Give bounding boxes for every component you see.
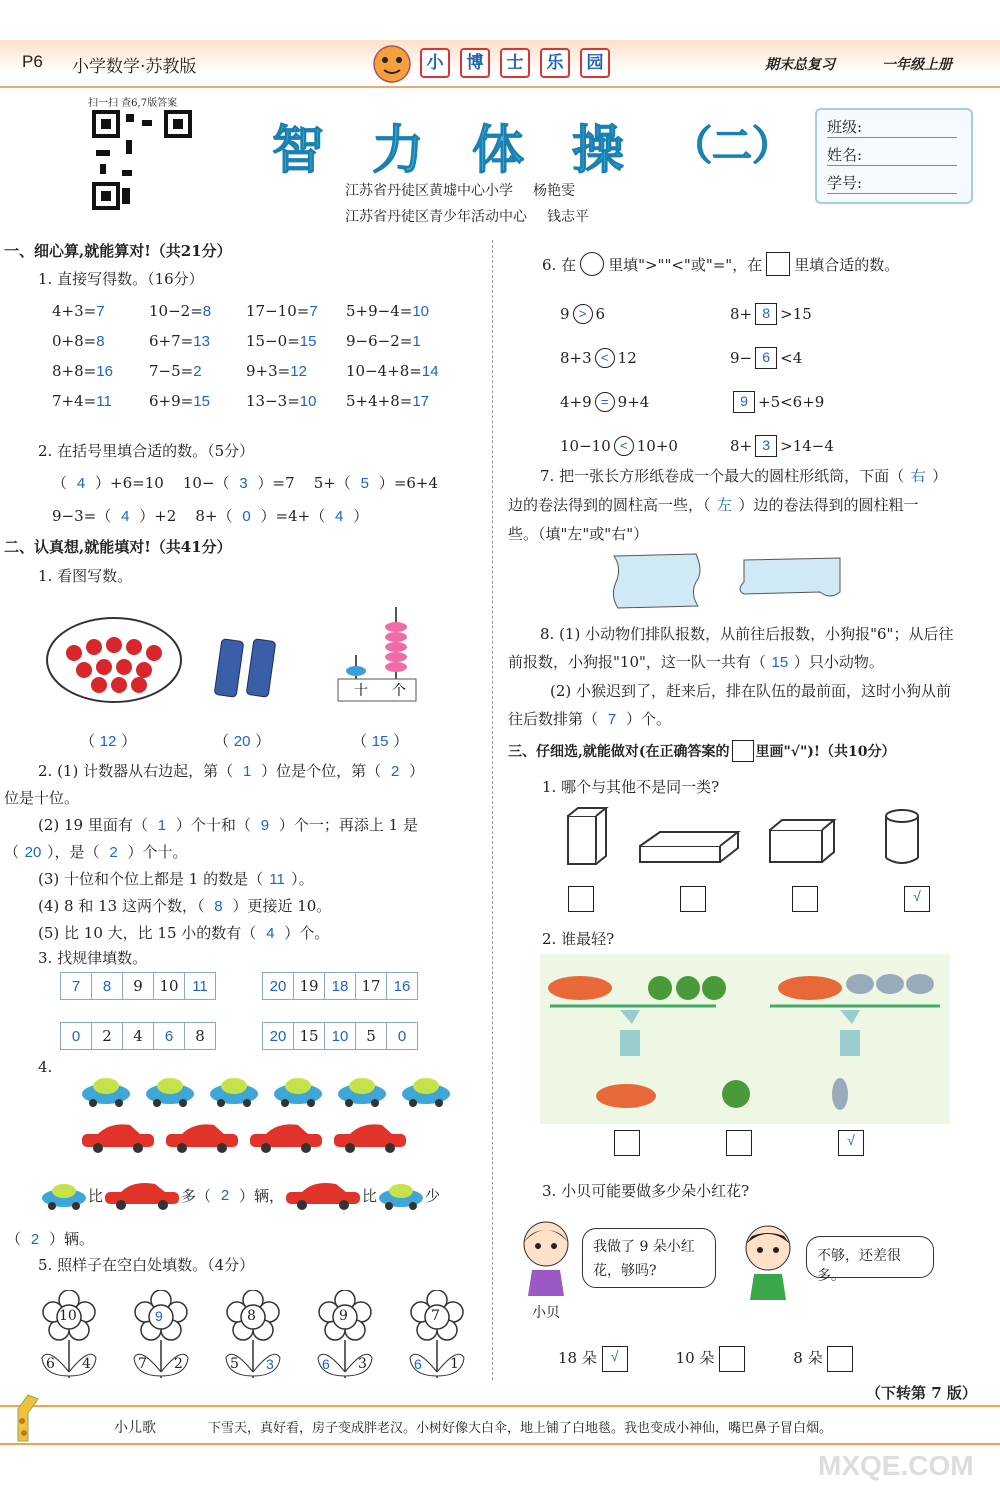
s2-q3-title: 3. 找规律填数。: [38, 949, 148, 967]
girl-avatar-icon: [516, 1218, 576, 1298]
calc-item: 15−0=15: [246, 332, 317, 350]
qr-caption: 扫一扫 查6,7版答案: [88, 98, 178, 109]
s3-q1-title: 1. 哪个与其他不是同一类?: [542, 778, 720, 796]
flower-row: [38, 1290, 468, 1380]
flower-number: 4: [82, 1356, 91, 1372]
grade-label: 一年级上册: [882, 57, 952, 73]
number-flower: [406, 1290, 468, 1380]
answer-checkbox[interactable]: [614, 1130, 640, 1156]
page-title: 智 力 体 操 （二）: [272, 121, 793, 181]
answer-checkbox[interactable]: [827, 1346, 853, 1372]
flower-number: 6: [414, 1356, 422, 1372]
fill-box[interactable]: 6: [755, 347, 777, 369]
stick-bundles-icon: [212, 632, 282, 702]
calc-item: 6+9=15: [149, 392, 210, 410]
watermark: MXQE.COM: [818, 1450, 974, 1481]
compare-row: 4+9 = 9+4 9 +5<6+9: [560, 393, 825, 411]
s2-q1-answer: （ 20 ）: [214, 732, 271, 750]
qr-code-icon: [92, 110, 192, 210]
calc-item: 5+4+8=17: [346, 392, 430, 410]
s2-q2-block: 2. (1) 计数器从右边起，第（ 1 ）位是个位，第（ 2 ） 位是十位。 (2) 19 里面有（ 1 ）个十和（ 9 ）个一；再添上 1 是 （ 20 ），是（ 2 ）个十。 (3) 十位和个位上都是 1 的数是（ 11 ）。 (4) 8 和 13 这两个数，（ 8 ）更接近 10。 (5) 比 10 大，比 15 小的数有（ 4 ）个。: [4, 762, 425, 942]
giraffe-icon: [4, 1389, 64, 1445]
logo-char: 乐: [540, 48, 570, 78]
number-flower: [38, 1290, 100, 1380]
flower-number: 9: [155, 1308, 163, 1324]
r7-text: 7. 把一张长方形纸卷成一个最大的圆柱形纸筒，下面（ 右 ） 边的卷法得到的圆柱高一些，（ 左 ）边的卷法得到的圆柱粗一 些。（填"左"或"右"）: [508, 467, 948, 543]
section-2-title: 二、认真想,就能填对!（共41分）: [4, 538, 232, 556]
flower-number: 6: [46, 1356, 55, 1372]
calc-item: 10−4+8=14: [346, 362, 439, 380]
s2-q5-title: 5. 照样子在空白处填数。（4分）: [38, 1256, 255, 1274]
small-car-icon: [144, 1074, 196, 1112]
r6-rows: [560, 292, 980, 468]
sequence-table: 20 19 18 17 16: [262, 972, 418, 1000]
logo-char: 博: [460, 48, 490, 78]
page-number: P6: [22, 52, 43, 71]
column-divider: [492, 240, 493, 1380]
s2-q4-line2: （ 2 ）辆。: [6, 1230, 95, 1248]
series-logo: [420, 48, 610, 78]
tiger-mascot-icon: [370, 42, 414, 86]
s1-q2-line1: （ 4 ）+6=10 10−（ 3 ）=7 5+（ 5 ）=6+4: [52, 474, 439, 492]
answer-checkbox[interactable]: [680, 886, 706, 912]
compare-circle[interactable]: <: [614, 436, 634, 456]
flower-number: 9: [339, 1308, 348, 1324]
flower-number: 7: [138, 1356, 147, 1372]
answer-checkbox[interactable]: [792, 886, 818, 912]
flower-number: 5: [230, 1356, 239, 1372]
red-car-icon: [164, 1120, 240, 1158]
number-flower: [222, 1290, 284, 1380]
footer-title: 小儿歌: [114, 1420, 156, 1436]
r6-title: 6. 在 里填">""<"或"="，在 里填合适的数。: [542, 252, 899, 276]
s2-q1-answer: （ 12 ）: [80, 732, 137, 750]
small-car-icon: [336, 1074, 388, 1112]
compare-row: 10−10 < 10+0 8+ 3 >14−4: [560, 437, 834, 455]
r8-text: 8. (1) 小动物们排队报数，从前往后报数，小狗报"6"；从后往 前报数，小狗报"10"，这一队一共有（ 15 ）只小动物。 (2) 小猴迟到了，赶来后，排在队伍的最前面，这时小狗从前 往后数排第（ 7 ）个。: [508, 625, 954, 728]
flower-number: 3: [358, 1356, 367, 1372]
book-title: 小学数学·苏教版: [72, 57, 197, 77]
s3-q2-choices: [614, 1130, 864, 1156]
compare-row: 9 > 6 8+ 8 >15: [560, 305, 812, 323]
id-field[interactable]: 学号:: [827, 172, 957, 194]
answer-checkbox[interactable]: [568, 886, 594, 912]
calc-item: 4+3=7: [52, 302, 105, 320]
author-name: 杨艳雯: [533, 183, 575, 199]
small-car-icon: [400, 1074, 452, 1112]
compare-row: 8+3 < 12 9− 6 <4: [560, 349, 803, 367]
calc-item: 13−3=10: [246, 392, 317, 410]
small-car-row: [80, 1074, 452, 1112]
calc-item: 6+7=13: [149, 332, 210, 350]
author-school: 江苏省丹徒区黄墟中心小学: [345, 183, 513, 199]
review-tag: 期末总复习: [765, 57, 835, 73]
boy-speech-bubble: 不够，还差很多。: [806, 1236, 934, 1278]
class-field[interactable]: 班级:: [827, 116, 957, 138]
flower-number: 10: [59, 1308, 77, 1324]
calc-item: 7+4=11: [52, 392, 112, 410]
name-field[interactable]: 姓名:: [827, 144, 957, 166]
compare-circle[interactable]: =: [595, 392, 615, 412]
small-car-icon: [40, 1180, 88, 1210]
sequence-table: 20 15 10 5 0: [262, 1022, 418, 1050]
authors: [345, 178, 589, 230]
calc-item: 0+8=8: [52, 332, 105, 350]
red-car-icon: [80, 1120, 156, 1158]
fill-box[interactable]: 8: [755, 303, 777, 325]
s1-q2-line2: 9−3=（ 4 ）+2 8+（ 0 ）=4+（ 4 ）: [52, 507, 369, 525]
small-car-icon: [377, 1180, 425, 1210]
answer-checkbox[interactable]: √: [602, 1346, 628, 1372]
sequence-table: 0 2 4 6 8: [60, 1022, 216, 1050]
s3-q1-choices: [568, 886, 930, 912]
section-3-title: 三、仔细选,就能做对(在正确答案的 里画"√")!（共10分）: [508, 740, 896, 762]
sequence-table: 7 8 9 10 11: [60, 972, 216, 1000]
small-car-icon: [80, 1074, 132, 1112]
small-car-icon: [272, 1074, 324, 1112]
flower-number: 6: [322, 1356, 330, 1372]
boy-avatar-icon: [738, 1222, 798, 1302]
abacus-ones-label: 个: [392, 683, 406, 699]
fill-box[interactable]: 9: [733, 391, 755, 413]
flower-number: 3: [266, 1356, 274, 1372]
logo-char: 园: [580, 48, 610, 78]
s2-q1-title: 1. 看图写数。: [38, 567, 133, 585]
answer-checkbox[interactable]: √: [904, 886, 930, 912]
s2-q1-answer: （ 15 ）: [352, 732, 409, 750]
fill-box[interactable]: 3: [755, 435, 777, 457]
s1-q2-title: 2. 在括号里填合适的数。（5分）: [38, 442, 255, 460]
section-1-title: 一、细心算,就能算对!（共21分）: [4, 242, 232, 260]
logo-char: 小: [420, 48, 450, 78]
flower-number: 2: [174, 1356, 183, 1372]
number-flower: [130, 1290, 192, 1380]
flower-number: 1: [450, 1356, 459, 1372]
calc-item: 9−6−2=1: [346, 332, 421, 350]
footer-poem: 下雪天，真好看，房子变成胖老汉。小树好像大白伞，地上铺了白地毯。我也变成小神仙，嘴巴鼻子冒白烟。: [208, 1421, 833, 1436]
calc-grid: [52, 302, 482, 410]
calc-item: 5+9−4=10: [346, 302, 430, 320]
answer-checkbox[interactable]: [719, 1346, 745, 1372]
flower-number: 7: [431, 1308, 440, 1324]
student-info-box: [815, 108, 973, 204]
page-header: [0, 40, 1000, 88]
abacus-tens-label: 十: [354, 683, 368, 699]
balance-scales-icon: [540, 954, 950, 1124]
solid-shapes-icon: [560, 806, 930, 868]
answer-checkbox[interactable]: √: [838, 1130, 864, 1156]
girl-speech-bubble: 我做了 9 朵小红花，够吗?: [582, 1228, 716, 1288]
flower-number: 8: [247, 1308, 256, 1324]
calc-item: 10−2=8: [149, 302, 212, 320]
calc-item: 7−5=2: [149, 362, 202, 380]
continued-note: （下转第 7 版）: [866, 1384, 977, 1402]
abacus-icon: [336, 605, 421, 703]
red-car-icon: [248, 1120, 324, 1158]
s1-q1-title: 1. 直接写得数。（16分）: [38, 270, 204, 288]
number-flower: [314, 1290, 376, 1380]
s3-q3-title: 3. 小贝可能要做多少朵小红花?: [542, 1182, 750, 1200]
author-school: 江苏省丹徒区青少年活动中心: [345, 209, 527, 225]
calc-item: 8+8=16: [52, 362, 113, 380]
answer-checkbox[interactable]: [726, 1130, 752, 1156]
calc-item: 17−10=7: [246, 302, 318, 320]
strawberry-plate-icon: [44, 615, 184, 705]
s2-q4-label: 4.: [38, 1058, 53, 1076]
s3-q2-title: 2. 谁最轻?: [542, 930, 615, 948]
s3-q3-options: 18 朵 √ 10 朵 8 朵: [558, 1346, 853, 1372]
author-name: 钱志平: [547, 209, 589, 225]
girl-name: 小贝: [532, 1305, 560, 1321]
compare-circle[interactable]: >: [573, 304, 593, 324]
footer-banner: [0, 1405, 1000, 1445]
logo-char: 士: [500, 48, 530, 78]
s2-q4-line: 比 多（ 2 ）辆， 比 少: [40, 1180, 440, 1210]
calc-item: 9+3=12: [246, 362, 307, 380]
rolled-paper-diagram-icon: [610, 552, 846, 610]
red-car-icon: [284, 1180, 362, 1210]
compare-circle[interactable]: <: [595, 348, 615, 368]
red-car-row: [80, 1120, 408, 1158]
red-car-icon: [103, 1180, 181, 1210]
small-car-icon: [208, 1074, 260, 1112]
red-car-icon: [332, 1120, 408, 1158]
